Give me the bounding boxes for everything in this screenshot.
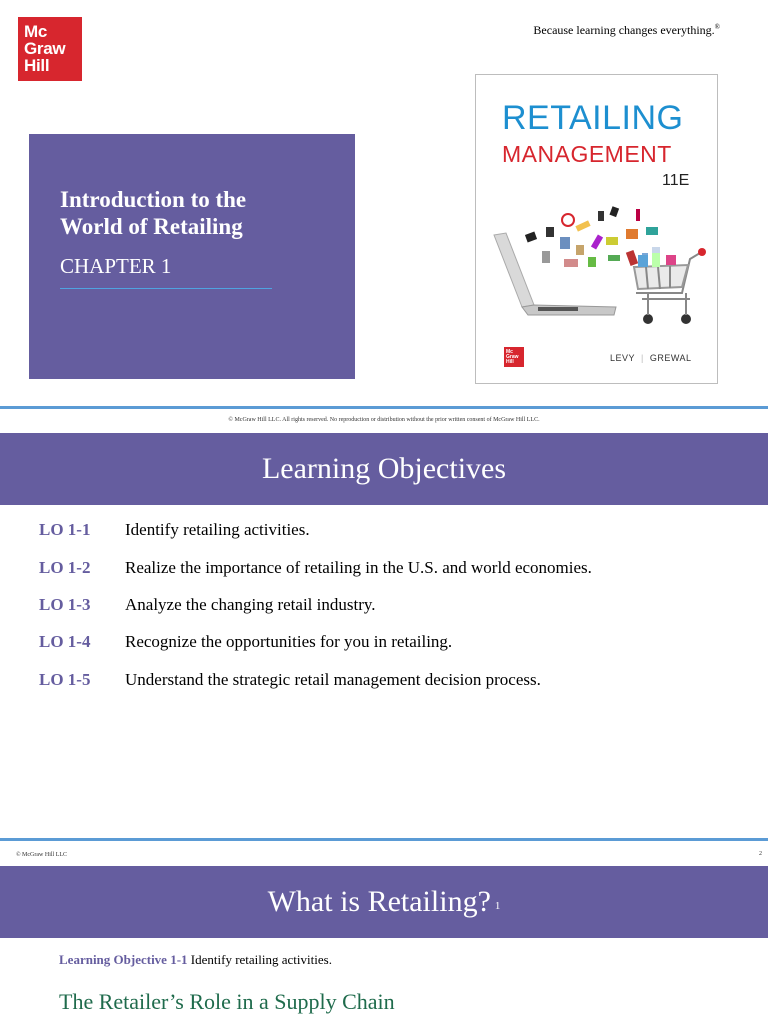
footer-copyright: © McGraw Hill LLC: [16, 852, 68, 858]
mcgraw-hill-logo: Mc Graw Hill: [18, 17, 82, 81]
tagline: Because learning changes everything.®: [533, 23, 720, 37]
book-title-retailing: RETAILING: [502, 99, 684, 137]
title-underline: [60, 288, 272, 289]
slide-divider-1: [0, 406, 768, 409]
supply-chain-subheading: The Retailer’s Role in a Supply Chain: [59, 989, 395, 1014]
objective-item: LO 1-4 Recognize the opportunities for you in retailing.: [39, 632, 453, 651]
what-is-retailing-heading: What is Retailing? 1: [0, 866, 768, 938]
objective-item: LO 1-1 Identify retailing activities.: [39, 520, 310, 539]
slide-divider-2: [0, 838, 768, 841]
cover-illustration: [476, 195, 717, 335]
objective-item: LO 1-5 Understand the strategic retail management decision process.: [39, 670, 541, 689]
page-number: 2: [759, 851, 762, 857]
objective-item: LO 1-3 Analyze the changing retail industry.: [39, 595, 376, 614]
book-publisher-logo: Mc Graw Hill: [504, 347, 524, 367]
book-cover: [475, 74, 718, 384]
title-box: [29, 134, 355, 379]
book-title-management: MANAGEMENT: [502, 141, 672, 167]
book-edition: 11E: [662, 172, 690, 189]
learning-objective-line: Learning Objective 1-1 Identify retailing activities.: [59, 952, 332, 967]
presentation-title: Introduction to the World of Retailing: [60, 187, 247, 239]
cart-handle-icon: [698, 248, 706, 256]
learning-objectives-heading: Learning Objectives: [0, 433, 768, 505]
chapter-label: CHAPTER 1: [60, 254, 172, 278]
objective-item: LO 1-2 Realize the importance of retailing in the U.S. and world economies.: [39, 558, 592, 577]
book-authors: LEVY | GREWAL: [610, 353, 692, 363]
copyright-notice: © McGraw Hill LLC. All rights reserved. No reproduction or distribution without the prior written consent of McGraw Hill LLC.: [228, 417, 540, 423]
